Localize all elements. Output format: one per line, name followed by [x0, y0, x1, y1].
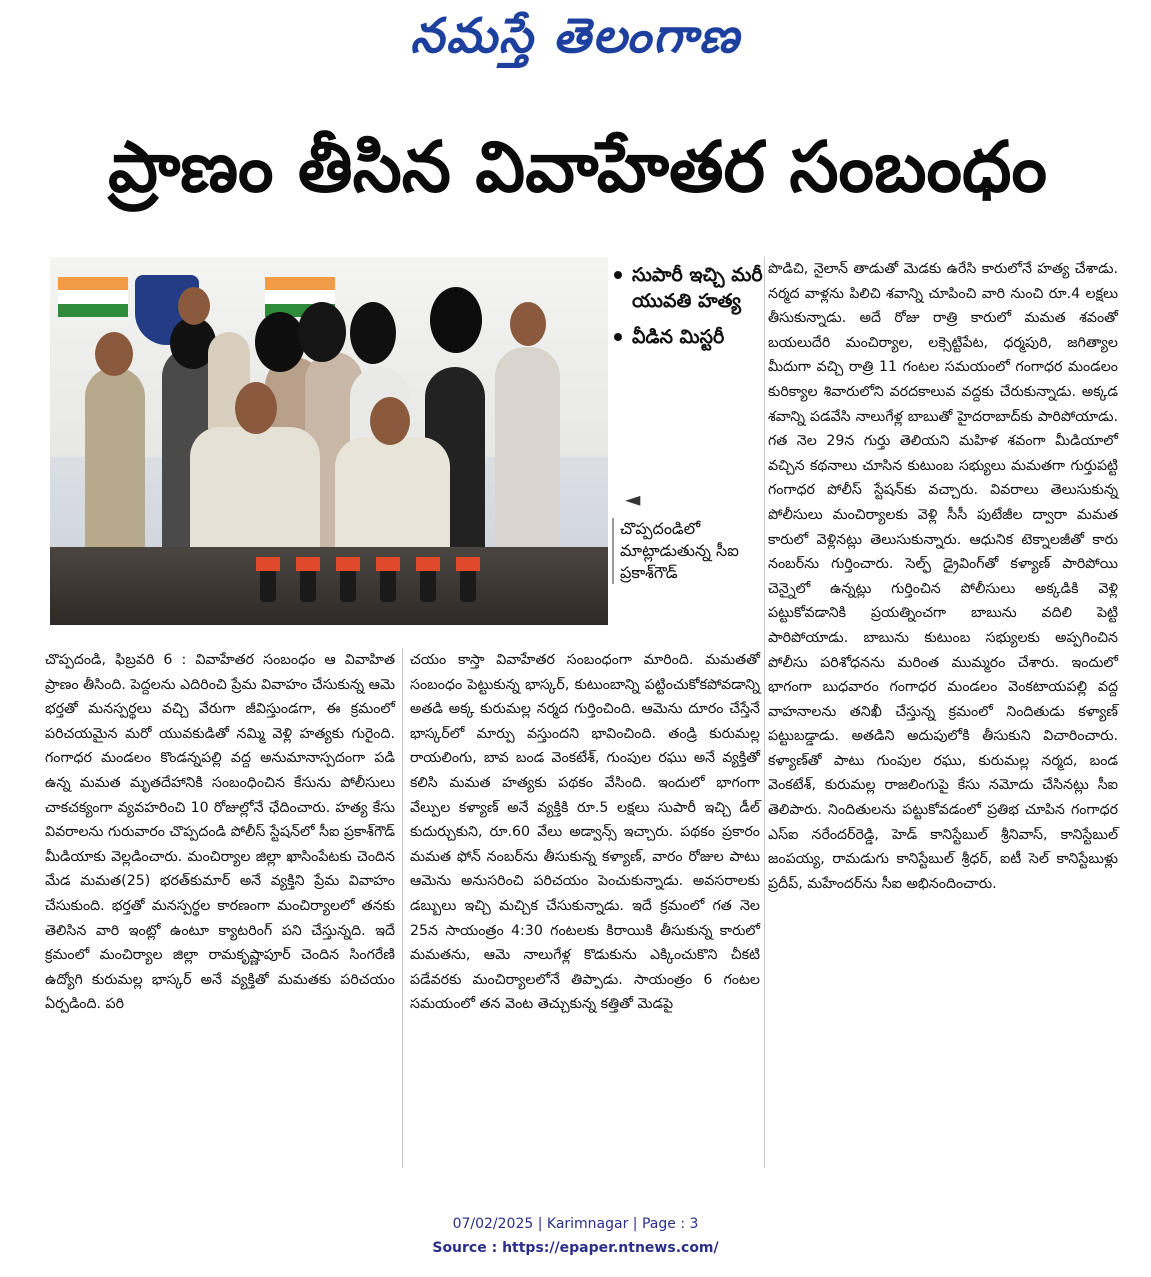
footer-date-edition: 07/02/2025 | Karimnagar | Page : 3: [452, 1216, 699, 1232]
highlights: [610, 262, 770, 360]
highlight-item: సుపారీ ఇచ్చి మరీ యువతి హత్య: [610, 262, 770, 314]
masthead: [0, 8, 1151, 78]
news-photo: [50, 257, 608, 625]
column-divider: [764, 257, 765, 1168]
bullet-icon: [614, 271, 622, 279]
highlight-item: వీడిన మిస్టరీ: [610, 324, 770, 350]
article-column-3: పొడిచి, నైలాన్ తాడుతో మెడకు ఉరేసి కారులోనే హత్య చేశాడు. నర్మద వాళ్లను పిలిచి శవాన్ని చూపించి వారి నుంచి రూ.4 లక్షలు తీసుకున్నాడు. అదే రోజు రాత్రి కారులో మమత శవంతో బయలుదేరి మంచిర్యాల, లక్సెట్టిపేట, ధర్మపురి, జగిత్యాల మీదుగా వచ్చి రాత్రి 11 గంటల సమయంలో గంగాధర మండలం కురిక్యాల శివారులోని వరదకాలువ వద్దకు చేరుకున్నాడు. అక్కడ శవాన్ని పడవేసి నాలుగేళ్ల బాబుతో హైదరాబాద్‌కు పారిపోయాడు. గత నెల 29న గుర్తు తెలియని మహిళ శవంగా మీడియాలో వచ్చిన కథనాలు చూసిన కుటుంబ సభ్యులు మమతగా గుర్తుపట్టి గంగాధర పోలీస్ స్టేషన్‌కు వచ్చారు. వివరాలు తెలుసుకున్న పోలీసులు మంచిర్యాలకు వెళ్లి సీసీ పుటేజీల ద్వారా మమత కారులో వెళ్లినట్లు తెలుసుకున్నారు. ఆధునిక టెక్నాలజీతో కారు నంబర్‌ను గుర్తించారు. సెల్ఫ్ డ్రైవింగ్‌తో కళ్యాణ్ పారిపోయి చెన్నైలో ఉన్నట్లు గుర్తించిన పోలీసులు అక్కడికి వెళ్లి పట్టుకోవడానికి ప్రయత్నించగా బాబును వదిలి పెట్టి పారిపోయాడు. బాబును కుటుంబ సభ్యులకు అప్పగించిన పోలీసు పరిశోధనను మరింత ముమ్మరం చేశారు. ఇందులో భాగంగా బుధవారం గంగాధర మండలం వెంకటాయపల్లి వద్ద వాహనాలను తనిఖీ చేస్తున్న క్రమంలో నిందితుడు కళ్యాణ్ పట్టుబడ్డాడు. అతడిని అదుపులోకి తీసుకుని విచారించారు. కళ్యాణ్‌తో పాటు గుంపుల రఘు, కురుమల్ల నర్మద, బండ వెంకటేశ్, కురుమల్ల రాజలింగుపై కేసు నమోదు చేసినట్లు సీఐ తెలిపారు. నిందితులను పట్టుకోవడంలో ప్రతిభ చూపిన గంగాధర ఎస్ఐ నరేందర్‌రెడ్డి, హెడ్ కానిస్టేబుల్ శ్రీనివాస్, కానిస్టేబుల్ జంపయ్య, రామడుగు కానిస్టేబుల్ శ్రీధర్, ఐటీ సెల్ కానిస్టేబుళ్లు ప్రదీప్, మహేందర్‌ను సీఐ అభినందించారు.: [768, 261, 1118, 892]
headline: ప్రాణం తీసిన వివాహేతర సంబంధం: [108, 126, 1047, 208]
photo-caption: చొప్పదండిలో మాట్లాడుతున్న సీఐ ప్రకాశ్‌గౌడ్: [612, 518, 770, 584]
bullet-icon: [614, 333, 622, 341]
caption-arrow-icon: ◄: [625, 487, 641, 511]
article-column-1: చొప్పదండి, ఫిబ్రవరి 6 : వివాహేతర సంబంధం ఆ వివాహిత ప్రాణం తీసింది. పెద్దలను ఎదిరించి ప్రేమ వివాహం చేసుకున్న ఆమె భర్తతో మనస్పర్థలు వచ్చి వేరుగా జీవిస్తుండగా, ఈ క్రమంలో పరిచయమైన మరో యువకుడితో నమ్మి వెళ్లి హత్యకు గురైంది. గంగాధర మండలం కొండన్నపల్లి వద్ద అనుమానాస్పదంగా పడి ఉన్న మమత మృతదేహానికి సంబంధించిన కేసును పోలీసులు చాకచక్యంగా వ్యవహరించి 10 రోజుల్లోనే ఛేదించారు. హత్య కేసు వివరాలను గురువారం చొప్పదండి పోలీస్ స్టేషన్‌లో సీఐ ప్రకాశ్‌గౌడ్ మీడియాకు వెల్లడించారు. మంచిర్యాల జిల్లా ఖాసింపేటకు చెందిన మేడ మమత(25) భరత్‌కుమార్ అనే వ్యక్తిని ప్రేమ వివాహం చేసుకుంది. భర్తతో మనస్పర్థల కారణంగా మంచిర్యాలలో తనకు తెలిసిన వారి ఇంట్లో ఉంటూ క్యాటరింగ్ పని చేస్తున్నది. ఇదే క్రమంలో మంచిర్యాల జిల్లా రామకృష్ణాపూర్ చెందిన సింగరేణి ఉద్యోగి కురుమల్ల భాస్కర్ అనే వ్యక్తితో మమతకు పరిచయం ఏర్పడింది. పరి: [45, 652, 395, 1013]
column-divider: [402, 648, 403, 1168]
footer-source: Source : https://epaper.ntnews.com/: [432, 1240, 719, 1256]
article-column-2: చయం కాస్తా వివాహేతర సంబంధంగా మారింది. మమతతో సంబంధం పెట్టుకున్న భాస్కర్, కుటుంబాన్ని పట్టించుకోకపోవడాన్ని అతడి అక్క కురుమల్ల నర్మద గుర్తించింది. ఆమెను దూరం చేస్తేనే భాస్కర్‌లో మార్పు వస్తుందని భావించింది. తండ్రి కురుమల్ల రాయలింగు, బావ బండ వెంకటేశ్, గుంపుల రఘు అనే వ్యక్తితో కలిసి మమత హత్యకు పథకం వేసింది. ఇందులో భాగంగా వేల్పుల కళ్యాణ్ అనే వ్యక్తికి రూ.5 లక్షలు సుపారీ ఇచ్చి డీల్ కుదుర్చుకుని, రూ.60 వేలు అడ్వాన్స్ ఇచ్చారు. పథకం ప్రకారం మమత ఫోన్ నంబర్‌ను తీసుకున్న కళ్యాణ్, వారం రోజుల పాటు ఆమెను అనుసరించి పరిచయం పెంచుకున్నాడు. అవసరాలకు డబ్బులు ఇచ్చి మచ్చిక చేసుకున్నాడు. ఇదే క్రమంలో గత నెల 25న సాయంత్రం 4:30 గంటలకు కిరాయికి తీసుకున్న కారులో మమతను, ఆమె నాలుగేళ్ల కొడుకును ఎక్కించుకొని చీకటి పడేవరకు మంచిర్యాలలోనే తిప్పాడు. సాయంత్రం 6 గంటల సమయంలో తన వెంట తెచ్చుకున్న కత్తితో మెడపై: [410, 652, 760, 1013]
newspaper-logo: నమస్తే తెలంగాణ: [410, 8, 741, 64]
